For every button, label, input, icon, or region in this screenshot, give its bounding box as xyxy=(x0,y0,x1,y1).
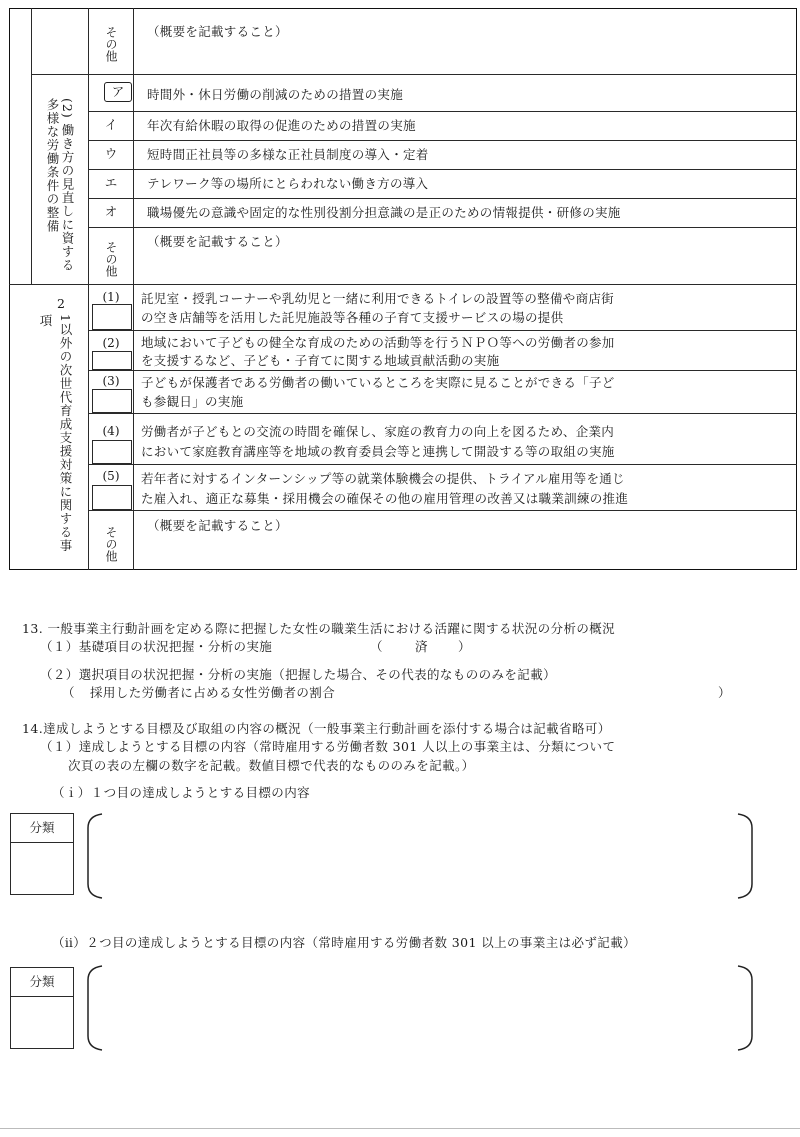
goal2-bunrui-box xyxy=(10,967,74,1049)
checkbox-o[interactable]: オ xyxy=(104,204,118,219)
goal1-bunrui-field[interactable] xyxy=(11,843,73,894)
item-4-line1: 労働者が子どもとの交流の時間を確保し、家庭の教育力の向上を図るため、企業内 xyxy=(141,424,615,439)
measures-table xyxy=(9,8,797,570)
item-1-line2: の空き店舗等を活用した託児施設等各種の子育て支援サービスの場の提供 xyxy=(141,310,564,325)
page-bottom-rule xyxy=(0,1128,800,1129)
checkbox-e[interactable]: エ xyxy=(104,175,118,190)
item-1-num: (1) xyxy=(102,290,120,304)
goal2-bunrui-field[interactable] xyxy=(11,997,73,1048)
item-3-checkbox[interactable] xyxy=(92,389,132,413)
section14-heading: 14.達成しようとする目標及び取組の内容の概況（一般事業主行動計画を添付する場合は記載省略可） xyxy=(22,721,611,736)
item-2-line1: 地域において子どもの健全な育成のための活動等を行うＮＰＯ等への労働者の参加 xyxy=(141,335,615,350)
item-i-text: 年次有給休暇の取得の促進のための措置の実施 xyxy=(147,118,416,133)
goal2-content-field[interactable] xyxy=(104,967,736,1051)
goal1-bunrui-label: 分類 xyxy=(11,814,73,843)
checkbox-i[interactable]: イ xyxy=(104,117,118,132)
item-5-checkbox[interactable] xyxy=(92,485,132,510)
item-o-text: 職場優先の意識や固定的な性別役割分担意識の是正のための情報提供・研修の実施 xyxy=(147,205,621,220)
gaiyou-field-top[interactable] xyxy=(134,44,796,74)
goal2-bunrui-label: 分類 xyxy=(11,968,73,997)
item-2-checkbox[interactable] xyxy=(92,351,132,370)
gaiyou-label-mid: （概要を記載すること） xyxy=(147,234,288,249)
item-4-checkbox[interactable] xyxy=(92,440,132,464)
section13-item2: （２）選択項目の状況把握・分析の実施（把握した場合、その代表的なもののみを記載） xyxy=(40,667,557,682)
sono-hoka-label-mid: その他 xyxy=(104,241,118,277)
goal1-label: （ｉ）１つ目の達成しようとする目標の内容 xyxy=(52,785,311,800)
item-2-line2: を支援するなど、子ども・子育てに関する地域貢献活動の実施 xyxy=(141,353,500,368)
item-4-num: (4) xyxy=(102,424,120,438)
goal1-content-field[interactable] xyxy=(104,815,736,899)
sono-hoka-label-top: その他 xyxy=(104,26,118,62)
section13-item1-status[interactable]: 済 xyxy=(415,639,428,654)
item-1-line1: 託児室・授乳コーナーや乳幼児と一緒に利用できるトイレの設置等の整備や商店街 xyxy=(141,291,614,306)
section13-item1-close: ） xyxy=(458,639,471,654)
section14-item1-line1: （１）達成しようとする目標の内容（常時雇用する労働者数 301 人以上の事業主は、分類について xyxy=(40,739,616,754)
item-3-line1: 子どもが保護者である労働者の働いているところを実際に見ることができる「子ど xyxy=(141,375,615,390)
gaiyou-field-mid[interactable] xyxy=(134,254,796,284)
section2-title: 1以外の次世代育成支援対策に関する事項 xyxy=(38,314,73,553)
section13-item2-open: （ xyxy=(62,685,75,700)
checkbox-u[interactable]: ウ xyxy=(104,146,118,161)
item-5-num: (5) xyxy=(102,469,120,483)
item-a-text: 時間外・休日労働の削減のための措置の実施 xyxy=(147,87,404,102)
section2-title-num: 2 xyxy=(57,296,65,311)
item-2-num: (2) xyxy=(102,336,120,350)
item-5-line1: 若年者に対するインターンシップ等の就業体験機会の提供、トライアル雇用等を通じ xyxy=(141,471,625,486)
goal2-label: （ⅱ）２つ目の達成しようとする目標の内容（常時雇用する労働者数 301 以上の事業主は必ず記載） xyxy=(52,935,637,950)
item-3-num: (3) xyxy=(102,374,120,388)
gaiyou-field-bottom[interactable] xyxy=(134,538,796,569)
item-1-checkbox[interactable] xyxy=(92,304,132,330)
gaiyou-label-bottom: （概要を記載すること） xyxy=(147,518,288,533)
item-4-line2: において家庭教育講座等を地域の教育委員会等と連携して開設する等の取組の実施 xyxy=(141,444,615,459)
item-e-text: テレワーク等の場所にとらわれない働き方の導入 xyxy=(147,176,429,191)
item-u-text: 短時間正社員等の多様な正社員制度の導入・定着 xyxy=(147,147,429,162)
item-3-line2: も参観日」の実施 xyxy=(141,394,244,409)
section13-item1: （１）基礎項目の状況把握・分析の実施 xyxy=(40,639,273,654)
goal1-bunrui-box xyxy=(10,813,74,895)
section2-1-title: (2) 働き方の見直しに資する多様な労働条件の整備 xyxy=(45,98,75,273)
section14-item1-line2: 次頁の表の左欄の数字を記載。数値目標で代表的なもののみを記載。） xyxy=(68,758,475,773)
section13-item2-value[interactable]: 採用した労働者に占める女性労働者の割合 xyxy=(90,685,336,700)
gaiyou-label-top: （概要を記載すること） xyxy=(147,24,288,39)
item-5-line2: た雇入れ、適正な募集・採用機会の確保その他の雇用管理の改善又は職業訓練の推進 xyxy=(141,491,629,506)
section13-item1-open: （ xyxy=(370,639,383,654)
section13-heading: 13. 一般事業主行動計画を定める際に把握した女性の職業生活における活躍に関する状況の分析の概況 xyxy=(22,621,616,636)
section13-item2-close: ） xyxy=(718,685,731,700)
sono-hoka-label-bottom: その他 xyxy=(104,526,118,562)
checkbox-a-checked[interactable]: ア xyxy=(104,82,132,102)
